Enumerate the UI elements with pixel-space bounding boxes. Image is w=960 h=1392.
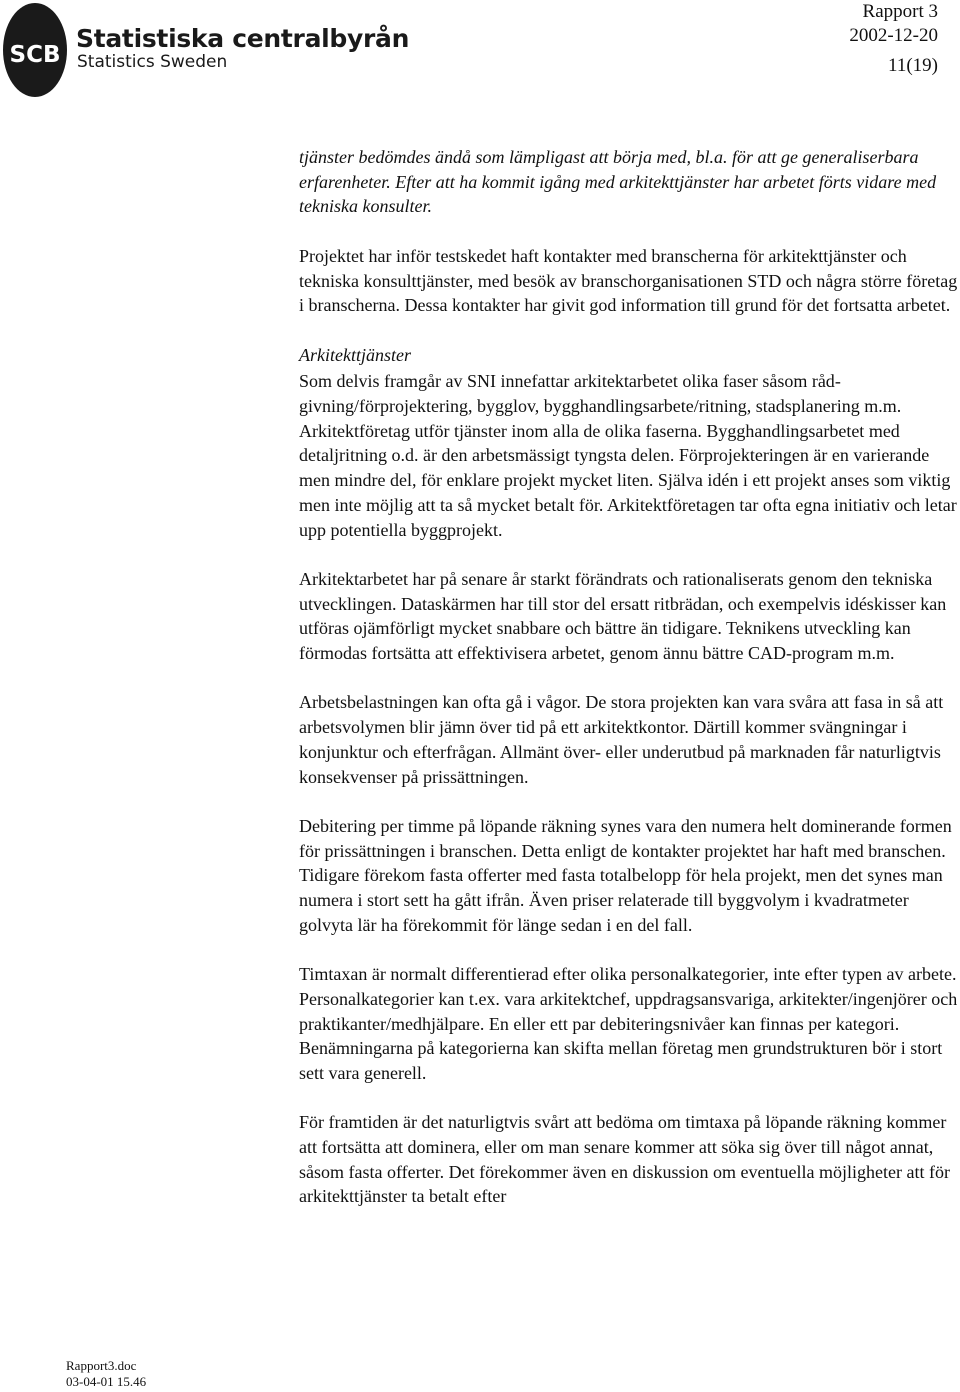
- paragraph-project-contacts: Projektet har inför testskedet haft kontakter med branscherna för arkitekttjänster och tekniska konsulttjänster, med besök av branschorganisationen STD och några större företag i branscherna. Dessa kontakter har givit god information till grund för det fortsatta arbetet.: [299, 245, 958, 316]
- footer-filename: Rapport3.doc: [66, 1358, 137, 1373]
- paragraph-hourly-rate: Timtaxan är normalt differentierad efter olika personalkategorier, inte efter typen av arbete. Personalkategorier kan t.ex. vara arkitektchef, uppdragsansvariga, arkitekter/ingenjörer och praktikanter/medhjälpare. En eller ett par debiteringsnivåer kan finnas per kategori. Benämningarna på kategorierna kan skifta mellan företag men grundstrukturen bör i stort sett vara generell.: [299, 964, 958, 1083]
- page-number: 11(19): [888, 55, 938, 76]
- document-footer: [66, 1358, 146, 1390]
- document-header-info: [849, 0, 938, 78]
- footer-timestamp: 03-04-01 15.46: [66, 1374, 147, 1389]
- section-heading: Arkitekttjänster: [299, 344, 411, 365]
- paragraph-sni-phases: Som delvis framgår av SNI innefattar arkitektarbetet olika faser såsom rådgivning/förprojektering, bygglov, bygghandlingsarbete/ritning, stadsplanering m.m. Arkitektföretag utför tjänster inom alla de olika faserna. Bygghandlingsarbetet med detaljritning o.d. är den arbetsmässigt tyngsta delen. Förprojekteringen är en varierande men mindre del, för enklare projekt mycket liten. Själva idén i ett projekt anses som viktig men inte möjlig att ta så mycket betalt för. Arkitektföretagen tar ofta egna initiativ och letar upp potentiella byggprojekt.: [299, 371, 957, 540]
- logo-monogram: SCB: [9, 42, 61, 68]
- report-date: 2002-12-20: [849, 25, 938, 46]
- paragraph-technology: Arkitektarbetet har på senare år starkt förändrats och rationaliserats genom den tekniska utvecklingen. Dataskärmen har till stor del ersatt ritbrädan, och exempelvis idéskisser kan utföras ojämförligt mycket snabbare och bättre än tidigare. Teknikens utveckling kan förmodas fortsätta att effektivisera arbetet, genom ännu bättre CAD-program m.m.: [299, 568, 947, 664]
- paragraph-intro: tjänster bedömdes ändå som lämpligast att börja med, bl.a. för att ge generaliserbara erfarenheter. Efter att ha kommit igång med arkitekttjänster har arbetet förts vidare med tekniska konsulter.: [299, 147, 937, 217]
- logo: [0, 0, 410, 100]
- document-body: [299, 145, 959, 1209]
- paragraph-hourly-billing: Debitering per timme på löpande räkning synes vara den numera helt dominerande formen för prissättningen i branschen. Detta enligt de kontakter projektet har haft med branschen. Tidigare förekom fasta offerter med fasta totalbelopp för hela projekt, men det synes man numera i stort sett ha gått ifrån. Även priser relaterade till byggvolym i kvadratmeter golvyta lär ha förekommit för länge sedan i en del fall.: [299, 815, 952, 935]
- org-name-en: Statistics Sweden: [77, 52, 228, 72]
- paragraph-workload: Arbetsbelastningen kan ofta gå i vågor. De stora projekten kan vara svåra att fasa in så att arbetsvolymen blir jämn över tid på ett arkitektkontor. Därtill kommer svängningar i konjunktur och efterfrågan. Allmänt över- eller underutbud på marknaden får naturligtvis konsekvenser på prissättningen.: [299, 692, 944, 787]
- org-name: Statistiska centralbyrån: [76, 24, 410, 53]
- paragraph-future: För framtiden är det naturligtvis svårt att bedöma om timtaxa på löpande räkning kommer att fortsätta att dominera, eller om man senare kommer att söka sig över till något annat, såsom fasta offerter. Det förekommer även en diskussion om eventuella möjligheter att för arkitekttjänster ta betalt efter: [299, 1112, 950, 1207]
- report-title: Rapport 3: [862, 1, 938, 22]
- scb-logo-mark: [2, 2, 68, 98]
